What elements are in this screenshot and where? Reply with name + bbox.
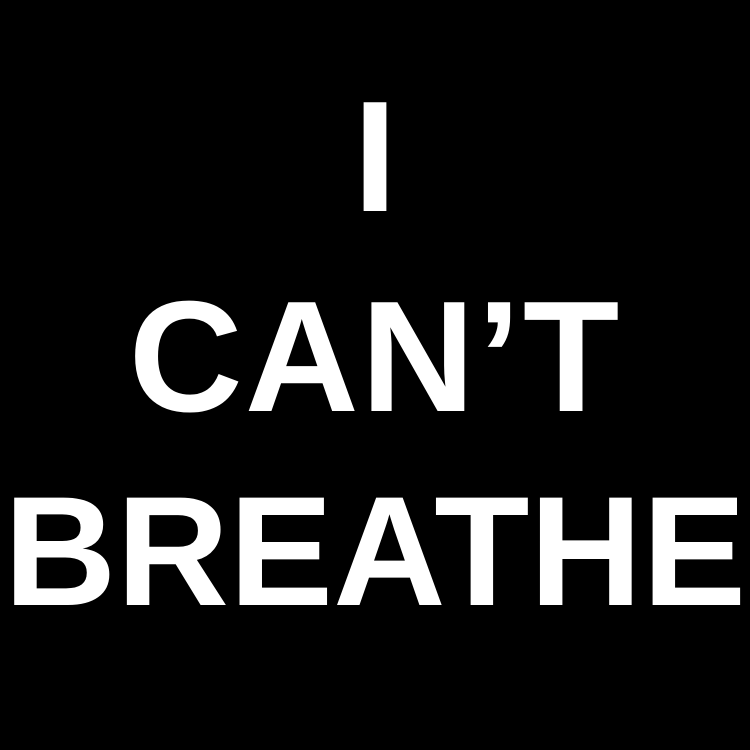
text-line-breathe: BREATHE (3, 465, 747, 639)
text-line-cant: CAN’T (128, 269, 622, 445)
text-line-i: I (353, 69, 397, 245)
